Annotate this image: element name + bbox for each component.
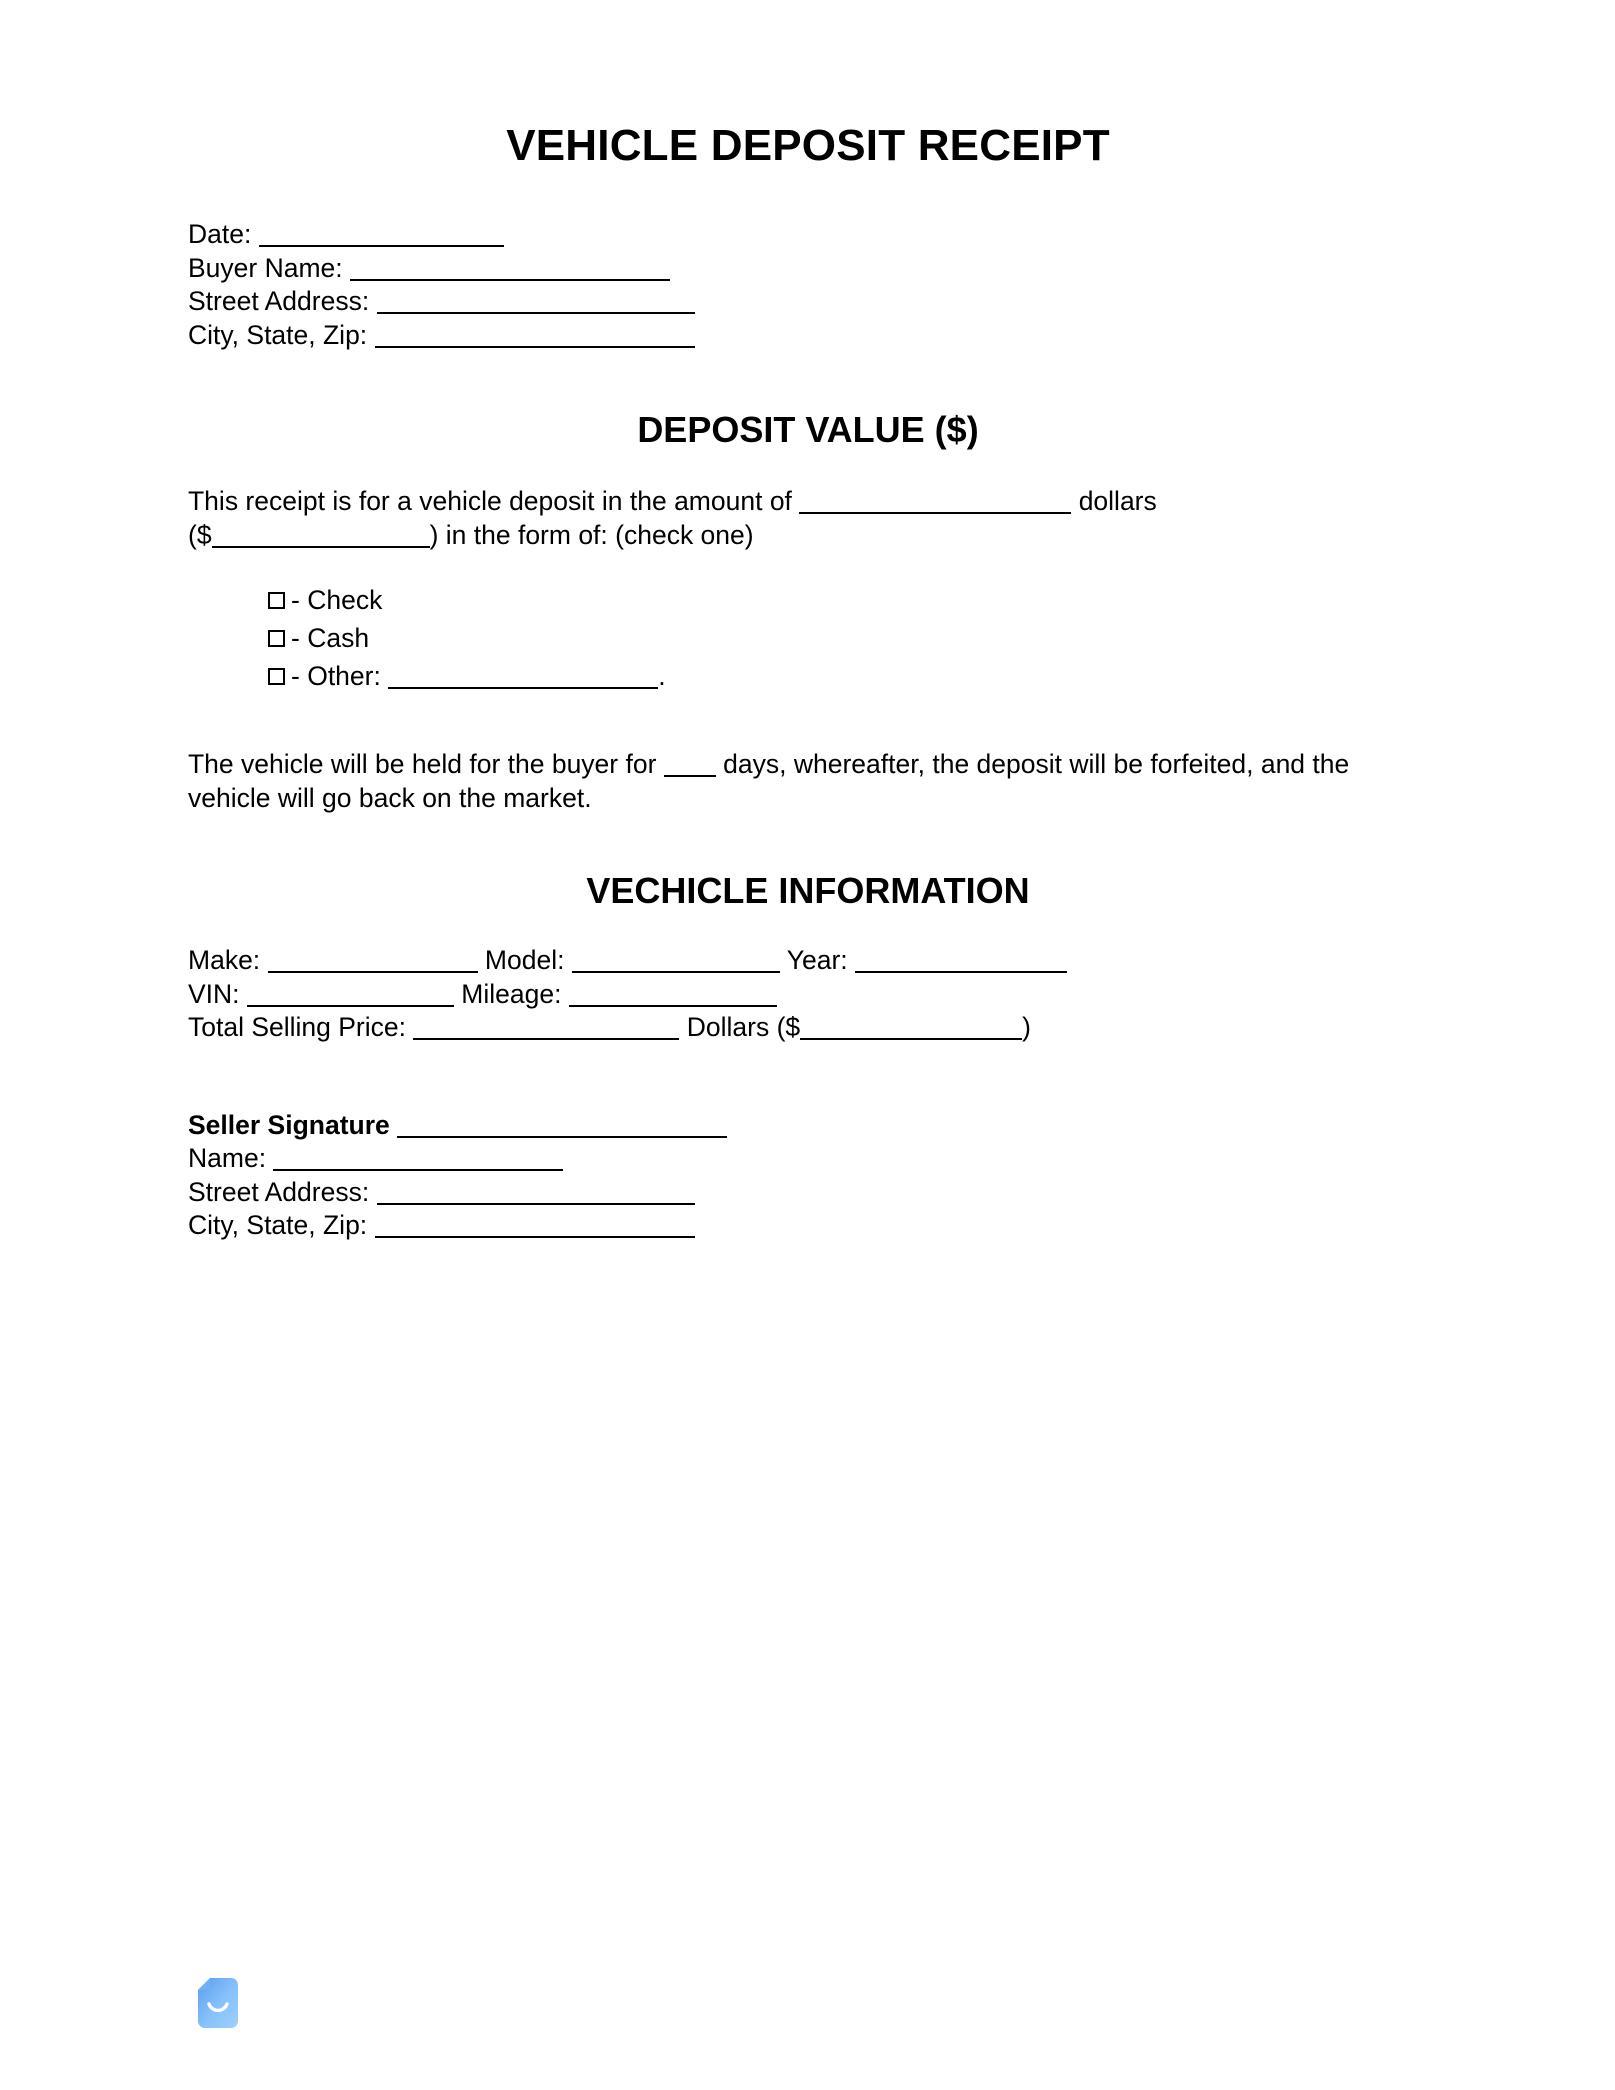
checkbox-check-icon[interactable]	[268, 592, 285, 609]
vehicle-model-input[interactable]	[572, 949, 780, 973]
option-check[interactable]	[268, 581, 1428, 619]
option-check-dash: -	[291, 584, 300, 615]
seller-name-label: Name:	[188, 1143, 267, 1174]
vehicle-vin-input[interactable]	[247, 983, 454, 1007]
payment-form-options	[188, 581, 1428, 695]
seller-city-input[interactable]	[375, 1214, 695, 1238]
vehicle-vin-mileage-line	[188, 978, 1428, 1012]
option-other-dash: -	[291, 660, 300, 691]
vehicle-price-words-input[interactable]	[413, 1016, 679, 1040]
document-smile-icon	[197, 1977, 239, 2029]
deposit-amount-paragraph	[188, 484, 1428, 552]
buyer-street-line	[188, 285, 1428, 319]
seller-city-line	[188, 1209, 1428, 1243]
checkbox-other-icon[interactable]	[268, 668, 285, 685]
seller-street-line	[188, 1176, 1428, 1210]
deposit-amount-words-input[interactable]	[799, 490, 1071, 514]
buyer-information-block	[188, 218, 1428, 352]
hold-period-paragraph	[188, 747, 1428, 815]
buyer-city-line	[188, 319, 1428, 353]
option-other-period: .	[658, 660, 666, 691]
vehicle-make-label: Make:	[188, 945, 261, 976]
vehicle-price-line	[188, 1011, 1428, 1045]
option-other-input[interactable]	[388, 665, 658, 689]
buyer-city-label: City, State, Zip:	[188, 319, 368, 350]
seller-signature-input[interactable]	[397, 1114, 727, 1138]
option-other-label: Other:	[307, 660, 381, 691]
vehicle-make-model-year-line	[188, 944, 1428, 978]
option-cash-dash: -	[291, 622, 300, 653]
seller-city-label: City, State, Zip:	[188, 1210, 368, 1241]
seller-information-block	[188, 1109, 1428, 1243]
vehicle-mileage-label: Mileage:	[461, 978, 562, 1009]
buyer-street-label: Street Address:	[188, 286, 370, 317]
option-cash[interactable]	[268, 619, 1428, 657]
vehicle-vin-label: VIN:	[188, 978, 240, 1009]
brand-logo	[197, 1977, 239, 2029]
buyer-street-input[interactable]	[377, 290, 695, 314]
option-cash-label: Cash	[307, 622, 370, 653]
vehicle-year-input[interactable]	[855, 949, 1067, 973]
vehicle-make-input[interactable]	[268, 949, 478, 973]
hold-text-part2: days, whereafter, the deposit will be forfeited, and the vehicle will go back on the market.	[188, 748, 1350, 813]
vehicle-model-label: Model:	[484, 945, 565, 976]
seller-name-input[interactable]	[273, 1147, 563, 1171]
hold-text-part1: The vehicle will be held for the buyer for	[188, 748, 657, 779]
deposit-dollars-word: dollars	[1078, 485, 1157, 516]
buyer-name-line	[188, 252, 1428, 286]
deposit-intro-text: This receipt is for a vehicle deposit in the amount of	[188, 485, 792, 516]
vehicle-price-label: Total Selling Price:	[188, 1012, 406, 1043]
buyer-city-input[interactable]	[375, 324, 695, 348]
deposit-paren-open: ($	[188, 519, 212, 550]
buyer-date-label: Date:	[188, 219, 252, 250]
deposit-amount-numeric-input[interactable]	[212, 524, 430, 548]
vehicle-information-block	[188, 944, 1428, 1045]
page-title: VEHICLE DEPOSIT RECEIPT	[506, 121, 1110, 170]
option-other[interactable]	[268, 657, 1428, 695]
vehicle-year-label: Year:	[786, 945, 848, 976]
vehicle-information-heading: VECHICLE INFORMATION	[586, 869, 1030, 911]
buyer-name-label: Buyer Name:	[188, 252, 343, 283]
checkbox-cash-icon[interactable]	[268, 630, 285, 647]
seller-name-line	[188, 1142, 1428, 1176]
buyer-name-input[interactable]	[350, 257, 670, 281]
seller-street-label: Street Address:	[188, 1176, 370, 1207]
vehicle-price-numeric-input[interactable]	[800, 1016, 1022, 1040]
vehicle-price-dollars: Dollars ($	[686, 1012, 801, 1043]
hold-days-input[interactable]	[664, 755, 716, 777]
vehicle-mileage-input[interactable]	[569, 983, 777, 1007]
option-check-label: Check	[307, 584, 383, 615]
seller-signature-label: Seller Signature	[188, 1109, 390, 1140]
seller-signature-line	[188, 1109, 1428, 1143]
buyer-date-line	[188, 218, 1428, 252]
deposit-intro-text-2: ) in the form of: (check one)	[429, 519, 754, 550]
document-content	[188, 0, 1428, 1243]
deposit-value-heading: DEPOSIT VALUE ($)	[637, 409, 979, 451]
buyer-date-input[interactable]	[259, 223, 504, 247]
vehicle-price-paren-close: )	[1022, 1012, 1031, 1043]
seller-street-input[interactable]	[377, 1181, 695, 1205]
